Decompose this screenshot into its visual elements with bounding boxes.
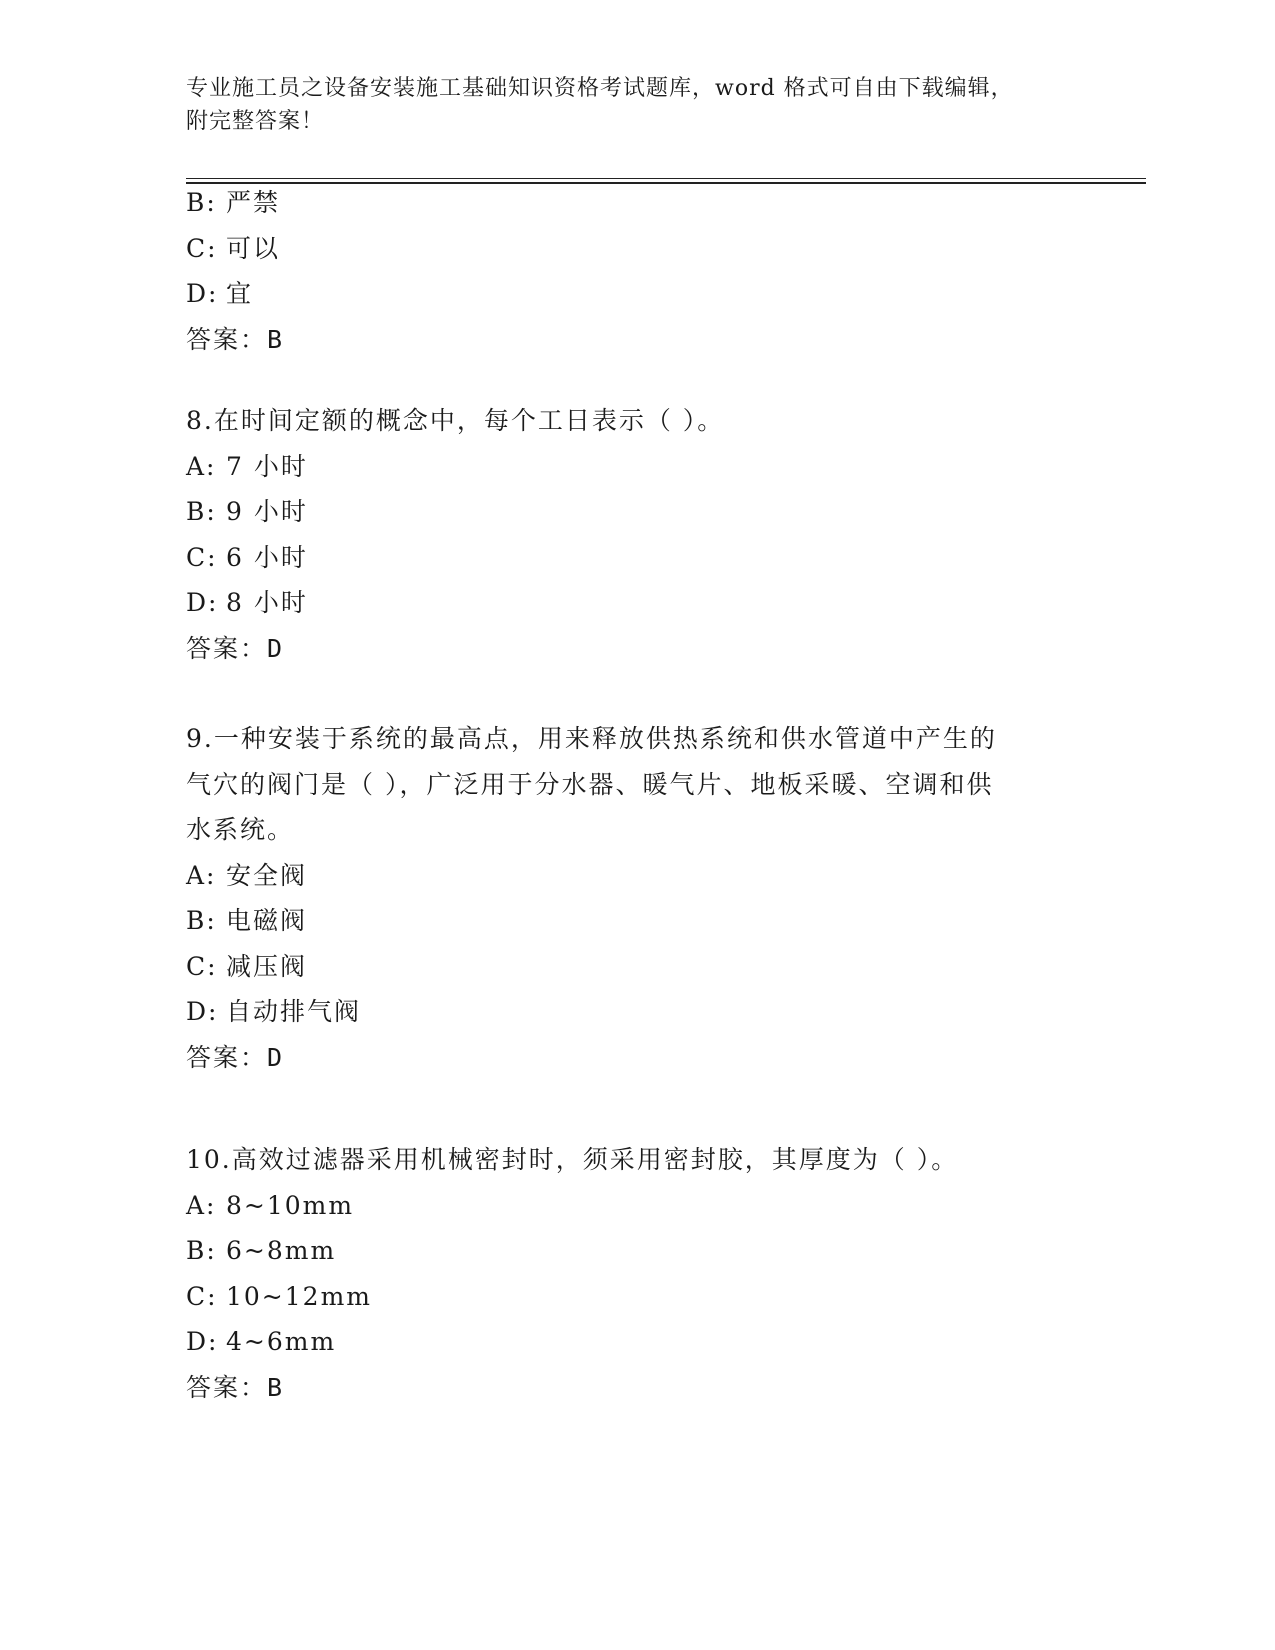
- option-letter: B:: [186, 906, 217, 935]
- option-a: [186, 1183, 1086, 1229]
- question-stem-line-2: 气穴的阀门是（ ），广泛用于分水器、暖气片、地板采暖、空调和供: [186, 769, 994, 799]
- option-letter: D:: [186, 997, 219, 1026]
- answer-value: D: [267, 633, 285, 663]
- question-7-continuation: [186, 180, 1086, 362]
- question-10: [186, 1137, 1086, 1410]
- option-letter: C:: [186, 951, 218, 981]
- answer-value: B: [267, 1372, 285, 1402]
- option-b: [186, 1228, 1086, 1274]
- option-letter: C:: [186, 233, 218, 263]
- question-stem-line-1: 9.一种安装于系统的最高点，用来释放供热系统和供水管道中产生的: [186, 724, 997, 753]
- answer-label: 答案：: [186, 1372, 268, 1402]
- header-divider-top: [186, 178, 1146, 179]
- option-c: [186, 1274, 1086, 1320]
- option-text: 8 小时: [226, 588, 308, 617]
- option-c: [186, 944, 1086, 990]
- option-letter: B:: [186, 188, 217, 217]
- option-c: [186, 535, 1086, 581]
- question-stem-line-3: 水系统。: [186, 815, 295, 844]
- option-text: 4~6mm: [226, 1327, 337, 1356]
- option-letter: D:: [186, 1327, 219, 1356]
- option-text: 安全阀: [226, 860, 308, 890]
- option-letter: B:: [186, 1236, 217, 1265]
- question-8: [186, 398, 1086, 671]
- option-text: 8~10mm: [226, 1190, 355, 1220]
- option-letter: C:: [186, 1281, 218, 1311]
- question-stem: 10.高效过滤器采用机械密封时，须采用密封胶，其厚度为（ ）。: [186, 1145, 959, 1174]
- option-d: [186, 989, 1086, 1035]
- option-b: [186, 489, 1086, 535]
- option-letter: A:: [186, 860, 217, 890]
- option-text: 6 小时: [226, 542, 308, 572]
- option-text: 宜: [226, 279, 254, 308]
- answer-label: 答案：: [186, 1042, 268, 1072]
- answer-line: [186, 317, 1086, 363]
- option-d: [186, 580, 1086, 626]
- header-line-2: 附完整答案！: [186, 109, 325, 134]
- option-text: 严禁: [226, 188, 281, 217]
- option-letter: C:: [186, 542, 218, 572]
- option-text: 10~12mm: [226, 1281, 372, 1311]
- option-text: 7 小时: [226, 451, 308, 481]
- option-text: 电磁阀: [226, 906, 308, 935]
- question-stem: 8.在时间定额的概念中，每个工日表示（ ）。: [186, 406, 725, 435]
- question-9: [186, 716, 1086, 1080]
- option-d: [186, 1319, 1086, 1365]
- option-letter: A:: [186, 1190, 217, 1220]
- option-a: [186, 853, 1086, 899]
- option-letter: A:: [186, 451, 217, 481]
- option-text: 自动排气阀: [226, 997, 362, 1026]
- answer-line: [186, 626, 1086, 672]
- option-letter: D:: [186, 588, 219, 617]
- option-text: 6~8mm: [226, 1236, 337, 1265]
- option-text: 减压阀: [226, 951, 308, 981]
- answer-value: D: [267, 1042, 285, 1072]
- document-header: [186, 72, 1066, 138]
- answer-value: B: [267, 324, 285, 354]
- header-line-1: 专业施工员之设备安装施工基础知识资格考试题库，word 格式可自由下载编辑，: [186, 76, 1014, 101]
- option-text: 9 小时: [226, 497, 308, 526]
- option-b: [186, 180, 1086, 226]
- option-a: [186, 444, 1086, 490]
- answer-label: 答案：: [186, 633, 268, 663]
- option-b: [186, 898, 1086, 944]
- option-d: [186, 271, 1086, 317]
- option-letter: B:: [186, 497, 217, 526]
- answer-line: [186, 1365, 1086, 1411]
- option-text: 可以: [226, 233, 281, 263]
- answer-label: 答案：: [186, 324, 268, 354]
- option-letter: D:: [186, 279, 219, 308]
- option-c: [186, 226, 1086, 272]
- answer-line: [186, 1035, 1086, 1081]
